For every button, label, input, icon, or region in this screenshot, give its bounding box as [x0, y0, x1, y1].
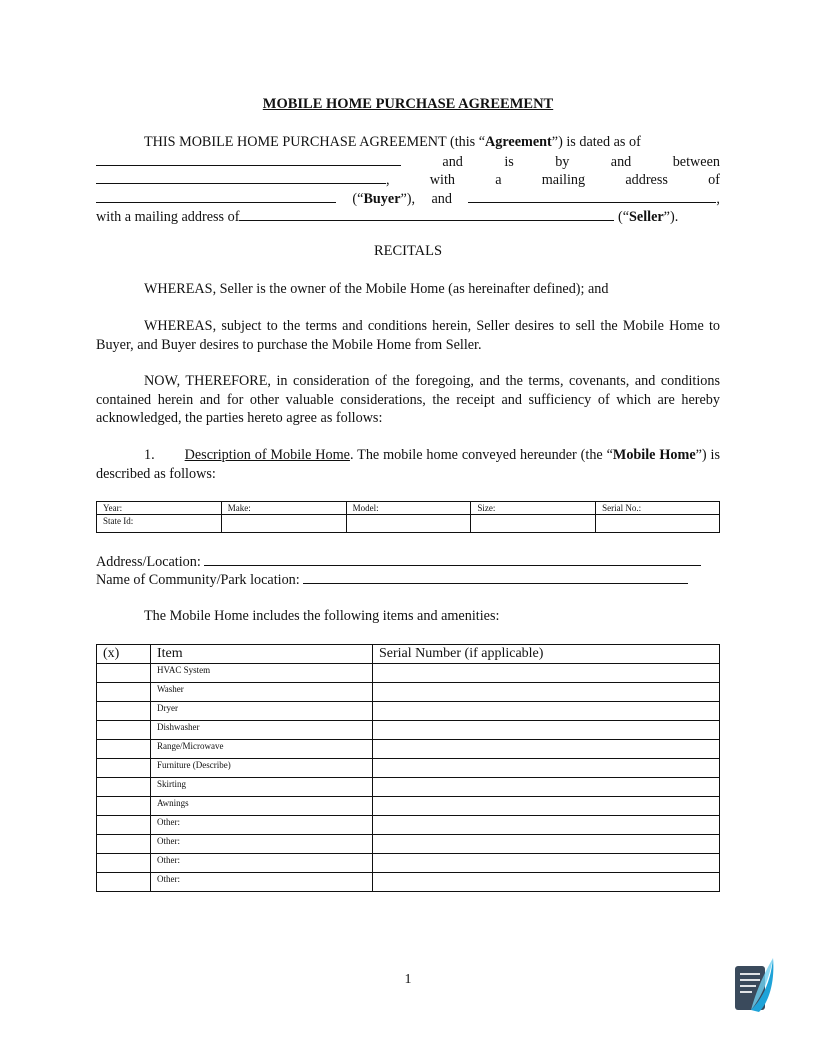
empty-cell[interactable]: [471, 515, 596, 533]
amenity-row: [97, 664, 720, 683]
whereas-paragraph-1: WHEREAS, Seller is the owner of the Mobile Home (as hereinafter defined); and: [144, 281, 609, 297]
intro-paragraph: THIS MOBILE HOME PURCHASE AGREEMENT (this “Agreement”) is dated as of and is by and between , with a mailing address of (“Buyer”), and , with a mailing address of (“Seller”).: [96, 134, 720, 225]
amenity-row: [97, 835, 720, 854]
mobile-home-info-table: [96, 501, 720, 533]
amenities-intro: The Mobile Home includes the following items and amenities:: [144, 608, 500, 624]
seller-name-blank[interactable]: [468, 189, 716, 203]
amenity-item-cell: Range/Microwave: [151, 740, 373, 759]
amenity-item-cell: Skirting: [151, 778, 373, 797]
empty-cell[interactable]: [596, 515, 720, 533]
col-header-serial: Serial Number (if applicable): [373, 645, 720, 664]
amenity-item-cell: Other:: [151, 873, 373, 892]
amenity-serial-cell[interactable]: [373, 702, 720, 721]
model-cell[interactable]: Model:: [346, 502, 471, 515]
amenity-row: [97, 778, 720, 797]
serial-no-cell[interactable]: Serial No.:: [596, 502, 720, 515]
community-location-blank[interactable]: [303, 570, 688, 584]
amenity-row: [97, 854, 720, 873]
amenity-item-cell: Dryer: [151, 702, 373, 721]
amenities-rows: [97, 664, 720, 892]
amenity-serial-cell[interactable]: [373, 683, 720, 702]
amenity-item-cell: Other:: [151, 816, 373, 835]
amenity-serial-cell[interactable]: [373, 873, 720, 892]
amenity-item-cell: Other:: [151, 835, 373, 854]
section-1-paragraph: 1. Description of Mobile Home. The mobile home conveyed hereunder (the “Mobile Home”) is described as follows:: [96, 447, 720, 482]
amenity-item-cell: Washer: [151, 683, 373, 702]
amenity-check-cell[interactable]: [97, 759, 151, 778]
col-header-item: Item: [151, 645, 373, 664]
document-title: MOBILE HOME PURCHASE AGREEMENT: [262, 96, 554, 112]
amenity-check-cell[interactable]: [97, 778, 151, 797]
amenity-item-cell: Dishwasher: [151, 721, 373, 740]
amenity-item-cell: Other:: [151, 854, 373, 873]
amenity-serial-cell[interactable]: [373, 835, 720, 854]
amenity-check-cell[interactable]: [97, 702, 151, 721]
amenity-row: [97, 683, 720, 702]
amenity-row: [97, 702, 720, 721]
amenity-check-cell[interactable]: [97, 835, 151, 854]
amenity-serial-cell[interactable]: [373, 664, 720, 683]
amenity-item-cell: Furniture (Describe): [151, 759, 373, 778]
amenities-table: [96, 644, 720, 892]
amenity-check-cell[interactable]: [97, 683, 151, 702]
year-cell[interactable]: Year:: [97, 502, 222, 515]
amenity-serial-cell[interactable]: [373, 854, 720, 873]
amenity-item-cell: Awnings: [151, 797, 373, 816]
community-location-line: Name of Community/Park location:: [96, 570, 688, 589]
amenity-serial-cell[interactable]: [373, 778, 720, 797]
amenity-row: [97, 816, 720, 835]
make-cell[interactable]: Make:: [221, 502, 346, 515]
amenity-check-cell[interactable]: [97, 816, 151, 835]
buyer-name-blank[interactable]: [96, 170, 386, 184]
amenity-row: [97, 759, 720, 778]
amenity-serial-cell[interactable]: [373, 816, 720, 835]
empty-cell[interactable]: [346, 515, 471, 533]
address-location-blank[interactable]: [204, 552, 701, 566]
amenity-serial-cell[interactable]: [373, 721, 720, 740]
section-1-heading: Description of Mobile Home: [184, 447, 350, 463]
seller-address-blank[interactable]: [239, 207, 614, 221]
amenity-serial-cell[interactable]: [373, 740, 720, 759]
amenity-row: [97, 721, 720, 740]
whereas-paragraph-2: WHEREAS, subject to the terms and conditions herein, Seller desires to sell the Mobile Home to Buyer, and Buyer desires to purchase the Mobile Home from Seller.: [96, 318, 720, 353]
amenity-check-cell[interactable]: [97, 797, 151, 816]
now-therefore-paragraph: NOW, THEREFORE, in consideration of the foregoing, and the terms, covenants, and conditions contained herein and for other valuable considerations, the receipt and sufficiency of which are hereby acknowledged, the parties hereto agree as follows:: [96, 373, 720, 426]
amenity-serial-cell[interactable]: [373, 759, 720, 778]
address-location-line: Address/Location:: [96, 552, 701, 571]
amenity-row: [97, 873, 720, 892]
amenity-check-cell[interactable]: [97, 721, 151, 740]
state-id-cell[interactable]: State Id:: [97, 515, 222, 533]
recitals-heading: RECITALS: [373, 243, 443, 259]
amenity-row: [97, 797, 720, 816]
formsbank-logo-icon: [735, 958, 775, 1012]
buyer-address-blank[interactable]: [96, 189, 336, 203]
col-header-x: (x): [97, 645, 151, 664]
size-cell[interactable]: Size:: [471, 502, 596, 515]
amenity-check-cell[interactable]: [97, 740, 151, 759]
amenity-check-cell[interactable]: [97, 664, 151, 683]
amenity-check-cell[interactable]: [97, 873, 151, 892]
amenity-item-cell: HVAC System: [151, 664, 373, 683]
amenity-check-cell[interactable]: [97, 854, 151, 873]
amenity-serial-cell[interactable]: [373, 797, 720, 816]
amenity-row: [97, 740, 720, 759]
empty-cell[interactable]: [221, 515, 346, 533]
date-blank[interactable]: [96, 152, 401, 166]
page-number: 1: [404, 972, 412, 987]
